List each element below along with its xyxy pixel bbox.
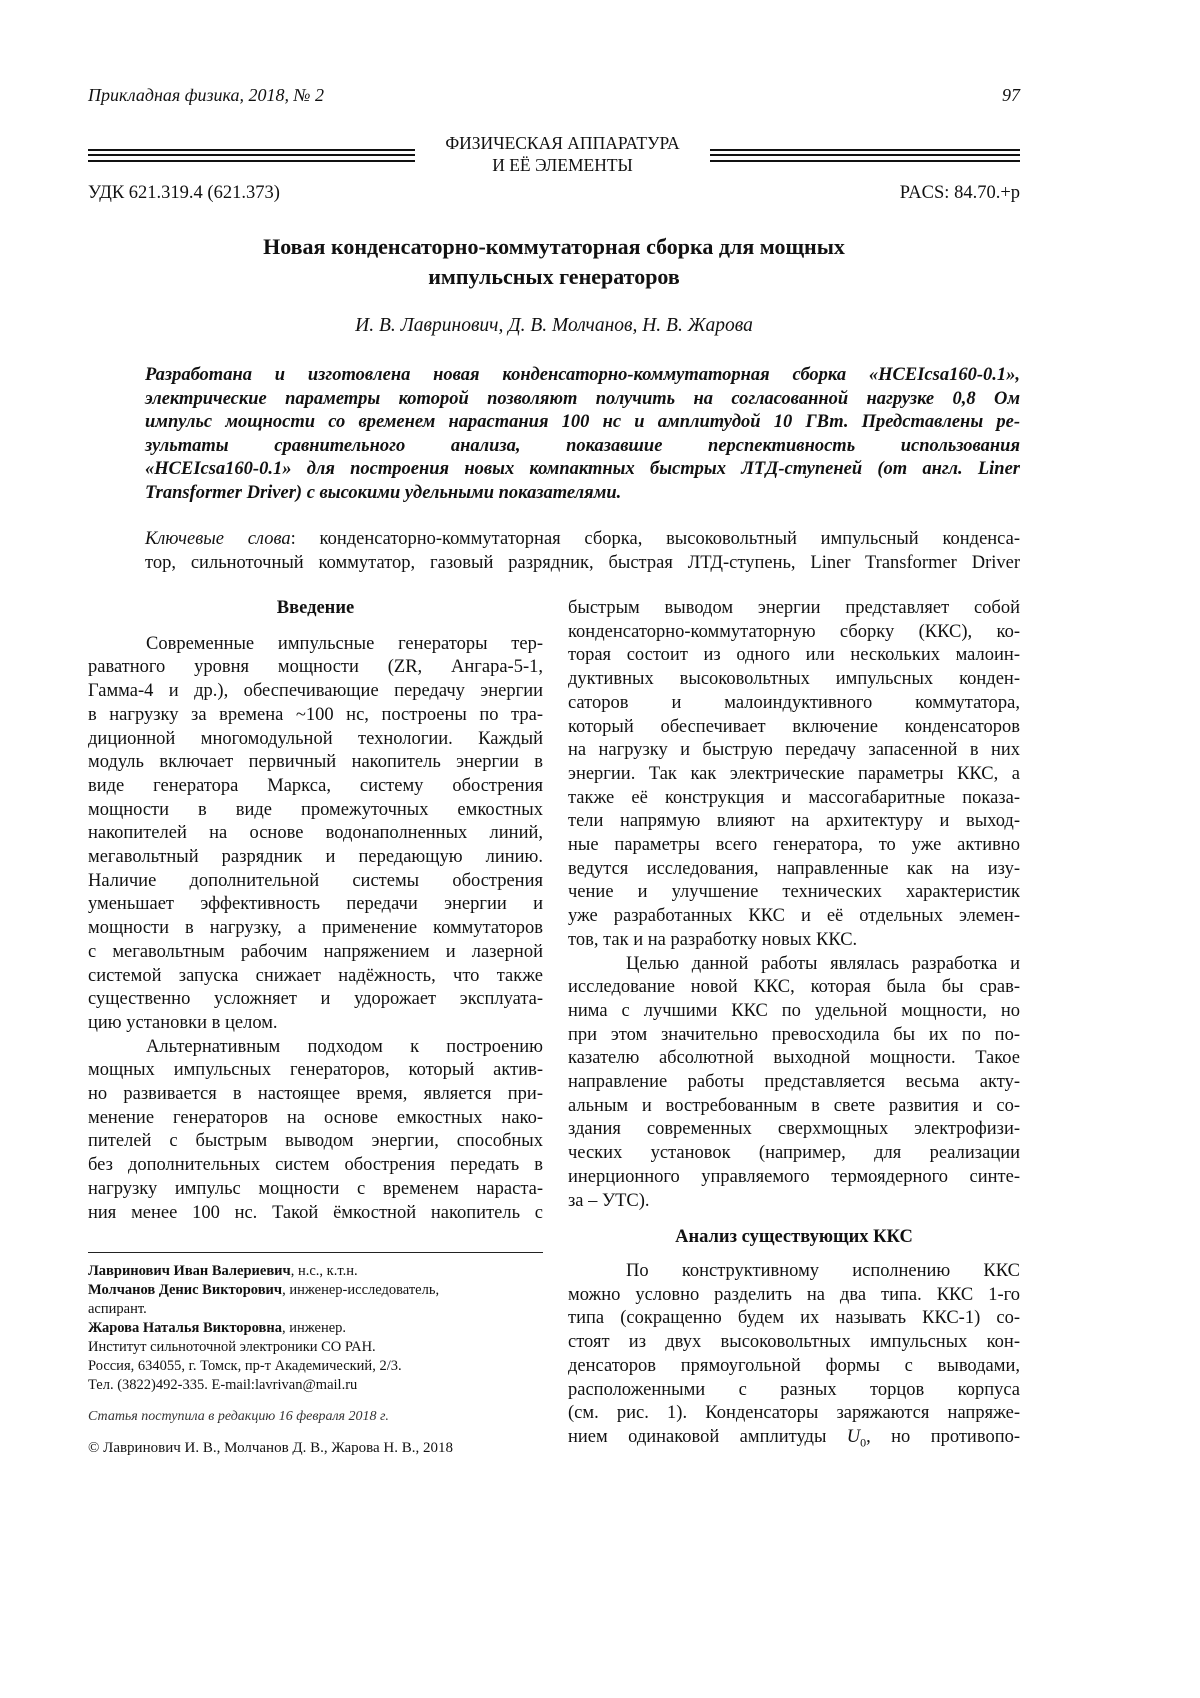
keywords-line1: : конденсаторно-коммутаторная сборка, высоковольтный импульсный конденса- [291,529,1020,549]
intro-heading: Введение [88,597,543,621]
journal-header: Прикладная физика, 2018, № 2 [88,85,324,106]
text-fragment: , но противопо- [866,1427,1020,1447]
text-line: казателю абсолютной выходной мощности. Такое [568,1047,1020,1071]
text-line: можно условно разделить на два типа. ККС 1-го [568,1284,1020,1308]
text-fragment: нием одинаковой амплитуды [568,1427,847,1447]
text-line: электрические параметры которой позволяют получить на согласованной нагрузке 0,8 Ом [145,388,1020,412]
text-line: «HCEIcsa160-0.1» для построения новых компактных быстрых ЛТД-ступеней (от англ. Liner [145,458,1020,482]
footnote-contact: Тел. (3822)492-335. E-mail:lavrivan@mail.ru [88,1376,543,1395]
analysis-heading: Анализ существующих ККС [568,1226,1020,1250]
text-line: Целью данной работы являлась разработка и [568,953,1020,977]
author-info: , инженер-исследователь, [282,1282,439,1298]
text-line: раватного уровня мощности (ZR, Ангара-5-1, [88,656,543,680]
section-rule-right [710,149,1020,162]
text-line: на нагрузку и быструю передачу запасенной в них [568,739,1020,763]
text-line: существенно усложняет и удорожает эксплуата- [88,988,543,1012]
text-line: денсаторов прямоугольной формы с выводами, [568,1355,1020,1379]
author-info: , инженер. [282,1320,346,1336]
text-line: Гамма-4 и др.), обеспечивающие передачу энергии [88,680,543,704]
text-line: системой запуска снижает надёжность, что также [88,965,543,989]
pacs-code: PACS: 84.70.+p [900,183,1020,204]
text-line: ные параметры всего генератора, то уже активно [568,834,1020,858]
text-line: чение и улучшение технических характеристик [568,881,1020,905]
text-line: за – УТС). [568,1190,1020,1214]
authors: И. В. Лавринович, Д. В. Молчанов, Н. В. Жарова [88,315,1020,337]
footnote-institute: Институт сильноточной электроники СО РАН. [88,1338,543,1357]
text-line: саторов и малоиндуктивного коммутатора, [568,692,1020,716]
section-title-line2: И ЕЁ ЭЛЕМЕНТЫ [415,154,710,176]
text-line: уже разработанных ККС и её отдельных элемен- [568,905,1020,929]
text-line: альным и востребованным в свете развития и со- [568,1095,1020,1119]
section-title-line1: ФИЗИЧЕСКАЯ АППАРАТУРА [415,132,710,154]
text-line: уменьшает эффективность передачи энергии и [88,893,543,917]
author-name: Жарова Наталья Викторовна [88,1320,282,1336]
text-line: направление работы представляется весьма акту- [568,1071,1020,1095]
text-line: конденсаторно-коммутаторную сборку (ККС), ко- [568,621,1020,645]
text-line: исследование новой ККС, которая была бы срав- [568,976,1020,1000]
article-title [88,232,1020,292]
footnote-author [88,1281,543,1300]
text-line: расположенными с разных торцов корпуса [568,1379,1020,1403]
voltage-subscript: 0 [860,1436,866,1450]
text-line: мегавольтный разрядник и передающую линию. [88,846,543,870]
author-footnote [88,1262,543,1395]
text-line: менение генераторов на основе емкостных нако- [88,1107,543,1131]
text-line: но развивается в настоящее время, является при- [88,1083,543,1107]
text-line: виде генератора Маркса, систему обострения [88,775,543,799]
text-line: также её конструкция и массогабаритные показа- [568,787,1020,811]
text-line: нагрузку импульс мощности с временем нараста- [88,1178,543,1202]
page-number: 97 [1002,85,1020,106]
text-line: типа (сокращенно будем их называть ККС-1) со- [568,1307,1020,1331]
text-line: тов, так и на разработку новых ККС. [568,929,1020,953]
text-line: Наличие дополнительной системы обострения [88,870,543,894]
keywords [145,527,1020,575]
text-line: (см. рис. 1). Конденсаторы заряжаются напряже- [568,1402,1020,1426]
text-line: стоят из двух высоковольтных импульсных кон- [568,1331,1020,1355]
text-line [568,1426,1020,1455]
text-line: Современные импульсные генераторы тер- [88,633,543,657]
text-line: Альтернативным подходом к построению [88,1036,543,1060]
left-column [88,597,543,1225]
text-line: тели напрямую влияют на архитектуру и выход- [568,810,1020,834]
text-line: ния менее 100 нс. Такой ёмкостной накопитель с [88,1202,543,1226]
footnote-author [88,1262,543,1281]
section-title [415,132,710,176]
author-name: Молчанов Денис Викторович [88,1282,282,1298]
footnote-author [88,1319,543,1338]
text-line: зультаты сравнительного анализа, показавшие перспективность использования [145,435,1020,459]
text-line: здания современных сверхмощных электрофизи- [568,1118,1020,1142]
text-line: инерционного управляемого термоядерного синте- [568,1166,1020,1190]
text-line: мощных импульсных генераторов, который актив- [88,1059,543,1083]
article-title-line1: Новая конденсаторно-коммутаторная сборка для мощных [88,232,1020,262]
text-line: быстрым выводом энергии представляет собой [568,597,1020,621]
voltage-symbol: U [847,1427,860,1447]
copyright: © Лавринович И. В., Молчанов Д. В., Жарова Н. В., 2018 [88,1440,453,1457]
text-line: накопителей на основе водонаполненных линий, [88,822,543,846]
text-line: мощности в виде промежуточных емкостных [88,799,543,823]
author-name: Лавринович Иван Валериевич [88,1263,291,1279]
text-line: ведутся исследования, направленные как на изу- [568,858,1020,882]
text-line: нима с лучшими ККС по удельной мощности, но [568,1000,1020,1024]
text-line: с мегавольтным рабочим напряжением и лазерной [88,941,543,965]
text-line: По конструктивному исполнению ККС [568,1260,1020,1284]
text-line: в нагрузку за времена ~100 нс, построены по тра- [88,704,543,728]
section-rule-left [88,149,415,162]
abstract [145,364,1020,506]
text-line: модуль включает первичный накопитель энергии в [88,751,543,775]
text-line: цию установки в целом. [88,1012,543,1036]
udk-code: УДК 621.319.4 (621.373) [88,183,280,204]
author-info: аспирант. [88,1301,147,1317]
right-column [568,597,1020,1455]
footnote-author [88,1300,543,1319]
text-line: который обеспечивает включение конденсаторов [568,716,1020,740]
article-title-line2: импульсных генераторов [88,262,1020,292]
text-line: торая состоит из одного или нескольких малоин- [568,644,1020,668]
text-line: Transformer Driver) с высокими удельными показателями. [145,482,1020,506]
text-line: пителей с быстрым выводом энергии, способных [88,1130,543,1154]
keywords-line2: тор, сильноточный коммутатор, газовый разрядник, быстрая ЛТД-ступень, Liner Transformer Driver [145,551,1020,575]
footnote-address: Россия, 634055, г. Томск, пр-т Академический, 2/3. [88,1357,543,1376]
keywords-label: Ключевые слова [145,529,291,549]
footnote-divider [88,1252,543,1253]
text-line: дуктивных высоковольтных импульсных конден- [568,668,1020,692]
text-line: мощности в нагрузку, а применение коммутаторов [88,917,543,941]
text-line: Разработана и изготовлена новая конденсаторно-коммутаторная сборка «HCEIcsa160-0.1», [145,364,1020,388]
text-line: диционной многомодульной технологии. Каждый [88,728,543,752]
text-line: без дополнительных систем обострения передать в [88,1154,543,1178]
text-line: импульс мощности со временем нарастания 100 нс и амплитудой 10 ГВт. Представлены ре- [145,411,1020,435]
author-info: , н.с., к.т.н. [291,1263,358,1279]
text-line: при этом значительно превосходила бы их по по- [568,1024,1020,1048]
text-line: энергии. Так как электрические параметры ККС, а [568,763,1020,787]
received-date: Статья поступила в редакцию 16 февраля 2018 г. [88,1409,389,1425]
text-line: ческих установок (например, для реализации [568,1142,1020,1166]
